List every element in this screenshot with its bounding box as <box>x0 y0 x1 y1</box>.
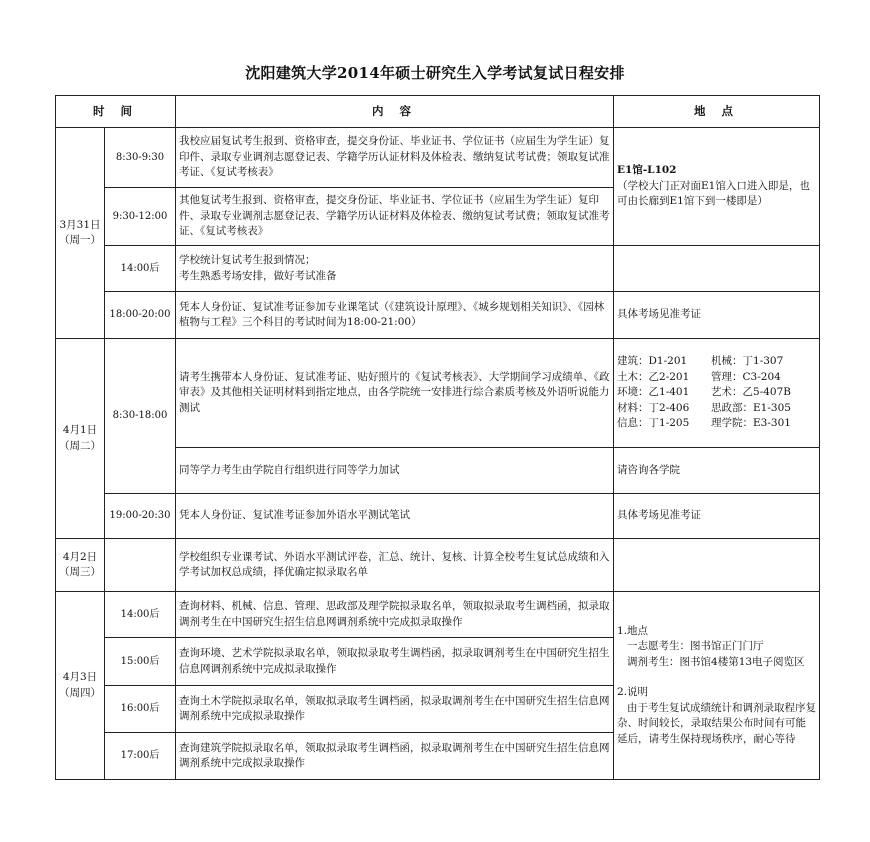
date-label: 4月2日 <box>62 550 98 563</box>
location-cell: 具体考场见准考证 <box>614 494 820 539</box>
schedule-table <box>55 95 820 780</box>
header-location: 地 点 <box>614 96 820 128</box>
spacer <box>617 670 816 685</box>
time-cell: 14:00后 <box>105 246 176 292</box>
building-item: 管理：C3-204 <box>711 370 781 383</box>
content-cell: 其他复试考生报到、资格审查，提交身份证、毕业证书、学位证书（应届生为学生证）复印件、录取专业调剂志愿登记表、学籍学历认证材料及体检表、缴纳复试考试费；领取复试准考证、《复试考核表》 <box>176 188 614 246</box>
table-row <box>56 246 820 292</box>
time-cell: 18:00-20:00 <box>105 292 176 339</box>
building-item: 材料：丁2-406 <box>617 401 690 414</box>
building-item: 艺术：乙5-407B <box>711 386 792 399</box>
location-cell <box>614 339 820 448</box>
table-row <box>56 128 820 188</box>
note-title: 2.说明 <box>617 686 649 699</box>
content-cell: 查询环境、艺术学院拟录取名单，领取拟录取考生调档函，拟录取调剂考生在中国研究生招生信息网调剂系统中完成拟录取操作 <box>176 638 614 686</box>
table-row <box>56 494 820 539</box>
building-row <box>617 385 816 401</box>
table-row <box>56 539 820 592</box>
header-content: 内 容 <box>176 96 614 128</box>
content-cell: 学校统计复试考生报到情况； 考生熟悉考场安排，做好考试准备 <box>176 246 614 292</box>
location-cell <box>614 539 820 592</box>
date-cell <box>56 128 105 339</box>
location-cell <box>614 246 820 292</box>
building-list <box>617 354 816 432</box>
date-label: 4月1日 <box>62 424 98 436</box>
content-cell: 我校应届复试考生报到、资格审查，提交身份证、毕业证书、学位证书（应届生为学生证）复印件、录取专业调剂志愿登记表、学籍学历认证材料及体检表、缴纳复试考试费；领取复试准考证、《复试考核表》 <box>176 128 614 188</box>
header-row <box>56 96 820 128</box>
building-item: 信息：丁1-205 <box>617 417 690 430</box>
location-room: E1馆-L102 <box>617 164 677 177</box>
time-cell: 19:00-20:30 <box>105 494 176 539</box>
building-item: 环境：乙1-401 <box>617 386 690 399</box>
location-cell <box>614 128 820 246</box>
location-directions: （学校大门正对面E1馆入口进入即是，也可由长廊到E1馆下到一楼即是） <box>617 179 810 208</box>
time-cell <box>105 539 176 592</box>
building-item: 土木：乙2-201 <box>617 370 690 383</box>
content-cell: 请考生携带本人身份证、复试准考证、贴好照片的《复试考核表》、大学期间学习成绩单、《政审表》及其他相关证明材料到指定地点，由各学院统一安排进行综合素质考核及外语听说能力测试 <box>176 339 614 448</box>
date-label: 3月31日 <box>59 218 101 231</box>
time-cell: 17:00后 <box>105 733 176 780</box>
content-cell: 凭本人身份证、复试准考证参加专业课笔试（《建筑设计原理》、《城乡规划相关知识》、《园林植物与工程》三个科目的考试时间为18:00-21:00） <box>176 292 614 339</box>
content-cell: 学校组织专业课考试、外语水平测试评卷，汇总、统计、复核、计算全校考生复试总成绩和入学考试加权总成绩，择优确定拟录取名单 <box>176 539 614 592</box>
time-cell: 14:00后 <box>105 592 176 638</box>
time-cell: 9:30-12:00 <box>105 188 176 246</box>
time-cell: 8:30-9:30 <box>105 128 176 188</box>
content-cell: 同等学力考生由学院自行组织进行同等学力加试 <box>176 448 614 494</box>
weekday-label: （周一） <box>59 234 101 246</box>
page-title: 沈阳建筑大学2014年硕士研究生入学考试复试日程安排 <box>245 64 625 82</box>
location-cell <box>614 592 820 780</box>
weekday-label: （周二） <box>59 439 101 452</box>
header-time: 时 间 <box>56 96 176 128</box>
location-cell: 请咨询各学院 <box>614 448 820 494</box>
location-cell: 具体考场见准考证 <box>614 292 820 339</box>
location-first-choice: 一志愿考生：图书馆正门门厅 <box>627 640 764 653</box>
building-row <box>617 416 816 432</box>
building-row <box>617 370 816 386</box>
date-cell <box>56 339 105 539</box>
time-cell: 15:00后 <box>105 638 176 686</box>
building-row <box>617 401 816 417</box>
table-row <box>56 592 820 638</box>
time-cell: 16:00后 <box>105 686 176 733</box>
content-cell: 查询建筑学院拟录取名单，领取拟录取考生调档函，拟录取调剂考生在中国研究生招生信息网调剂系统中完成拟录取操作 <box>176 733 614 780</box>
location-title: 1.地点 <box>617 624 649 637</box>
note-text: 由于考生复试成绩统计和调剂录取程序复杂、时间较长，录取结果公布时间有可能延后，请考生保持现场秩序，耐心等待 <box>617 701 817 745</box>
content-cell: 查询土木学院拟录取名单，领取拟录取考生调档函，拟录取调剂考生在中国研究生招生信息网调剂系统中完成拟录取操作 <box>176 686 614 733</box>
table-row <box>56 292 820 339</box>
table-row <box>56 339 820 448</box>
content-cell: 凭本人身份证、复试准考证参加外语水平测试笔试 <box>176 494 614 539</box>
building-item: 理学院：E3-301 <box>711 417 791 430</box>
building-row <box>617 354 816 370</box>
time-cell: 8:30-18:00 <box>105 339 176 494</box>
building-item: 建筑：D1-201 <box>617 355 688 368</box>
building-item: 机械：丁1-307 <box>711 355 784 368</box>
date-cell <box>56 539 105 592</box>
weekday-label: （周四） <box>59 686 101 699</box>
date-label: 4月3日 <box>62 671 98 683</box>
location-adjusted: 调剂考生：图书馆4楼第13电子阅览区 <box>627 655 805 668</box>
content-cell: 查询材料、机械、信息、管理、思政部及理学院拟录取名单，领取拟录取考生调档函，拟录取调剂考生在中国研究生招生信息网调剂系统中完成拟录取操作 <box>176 592 614 638</box>
weekday-label: （周三） <box>59 566 101 578</box>
date-cell <box>56 592 105 780</box>
building-item: 思政部：E1-305 <box>711 401 791 414</box>
